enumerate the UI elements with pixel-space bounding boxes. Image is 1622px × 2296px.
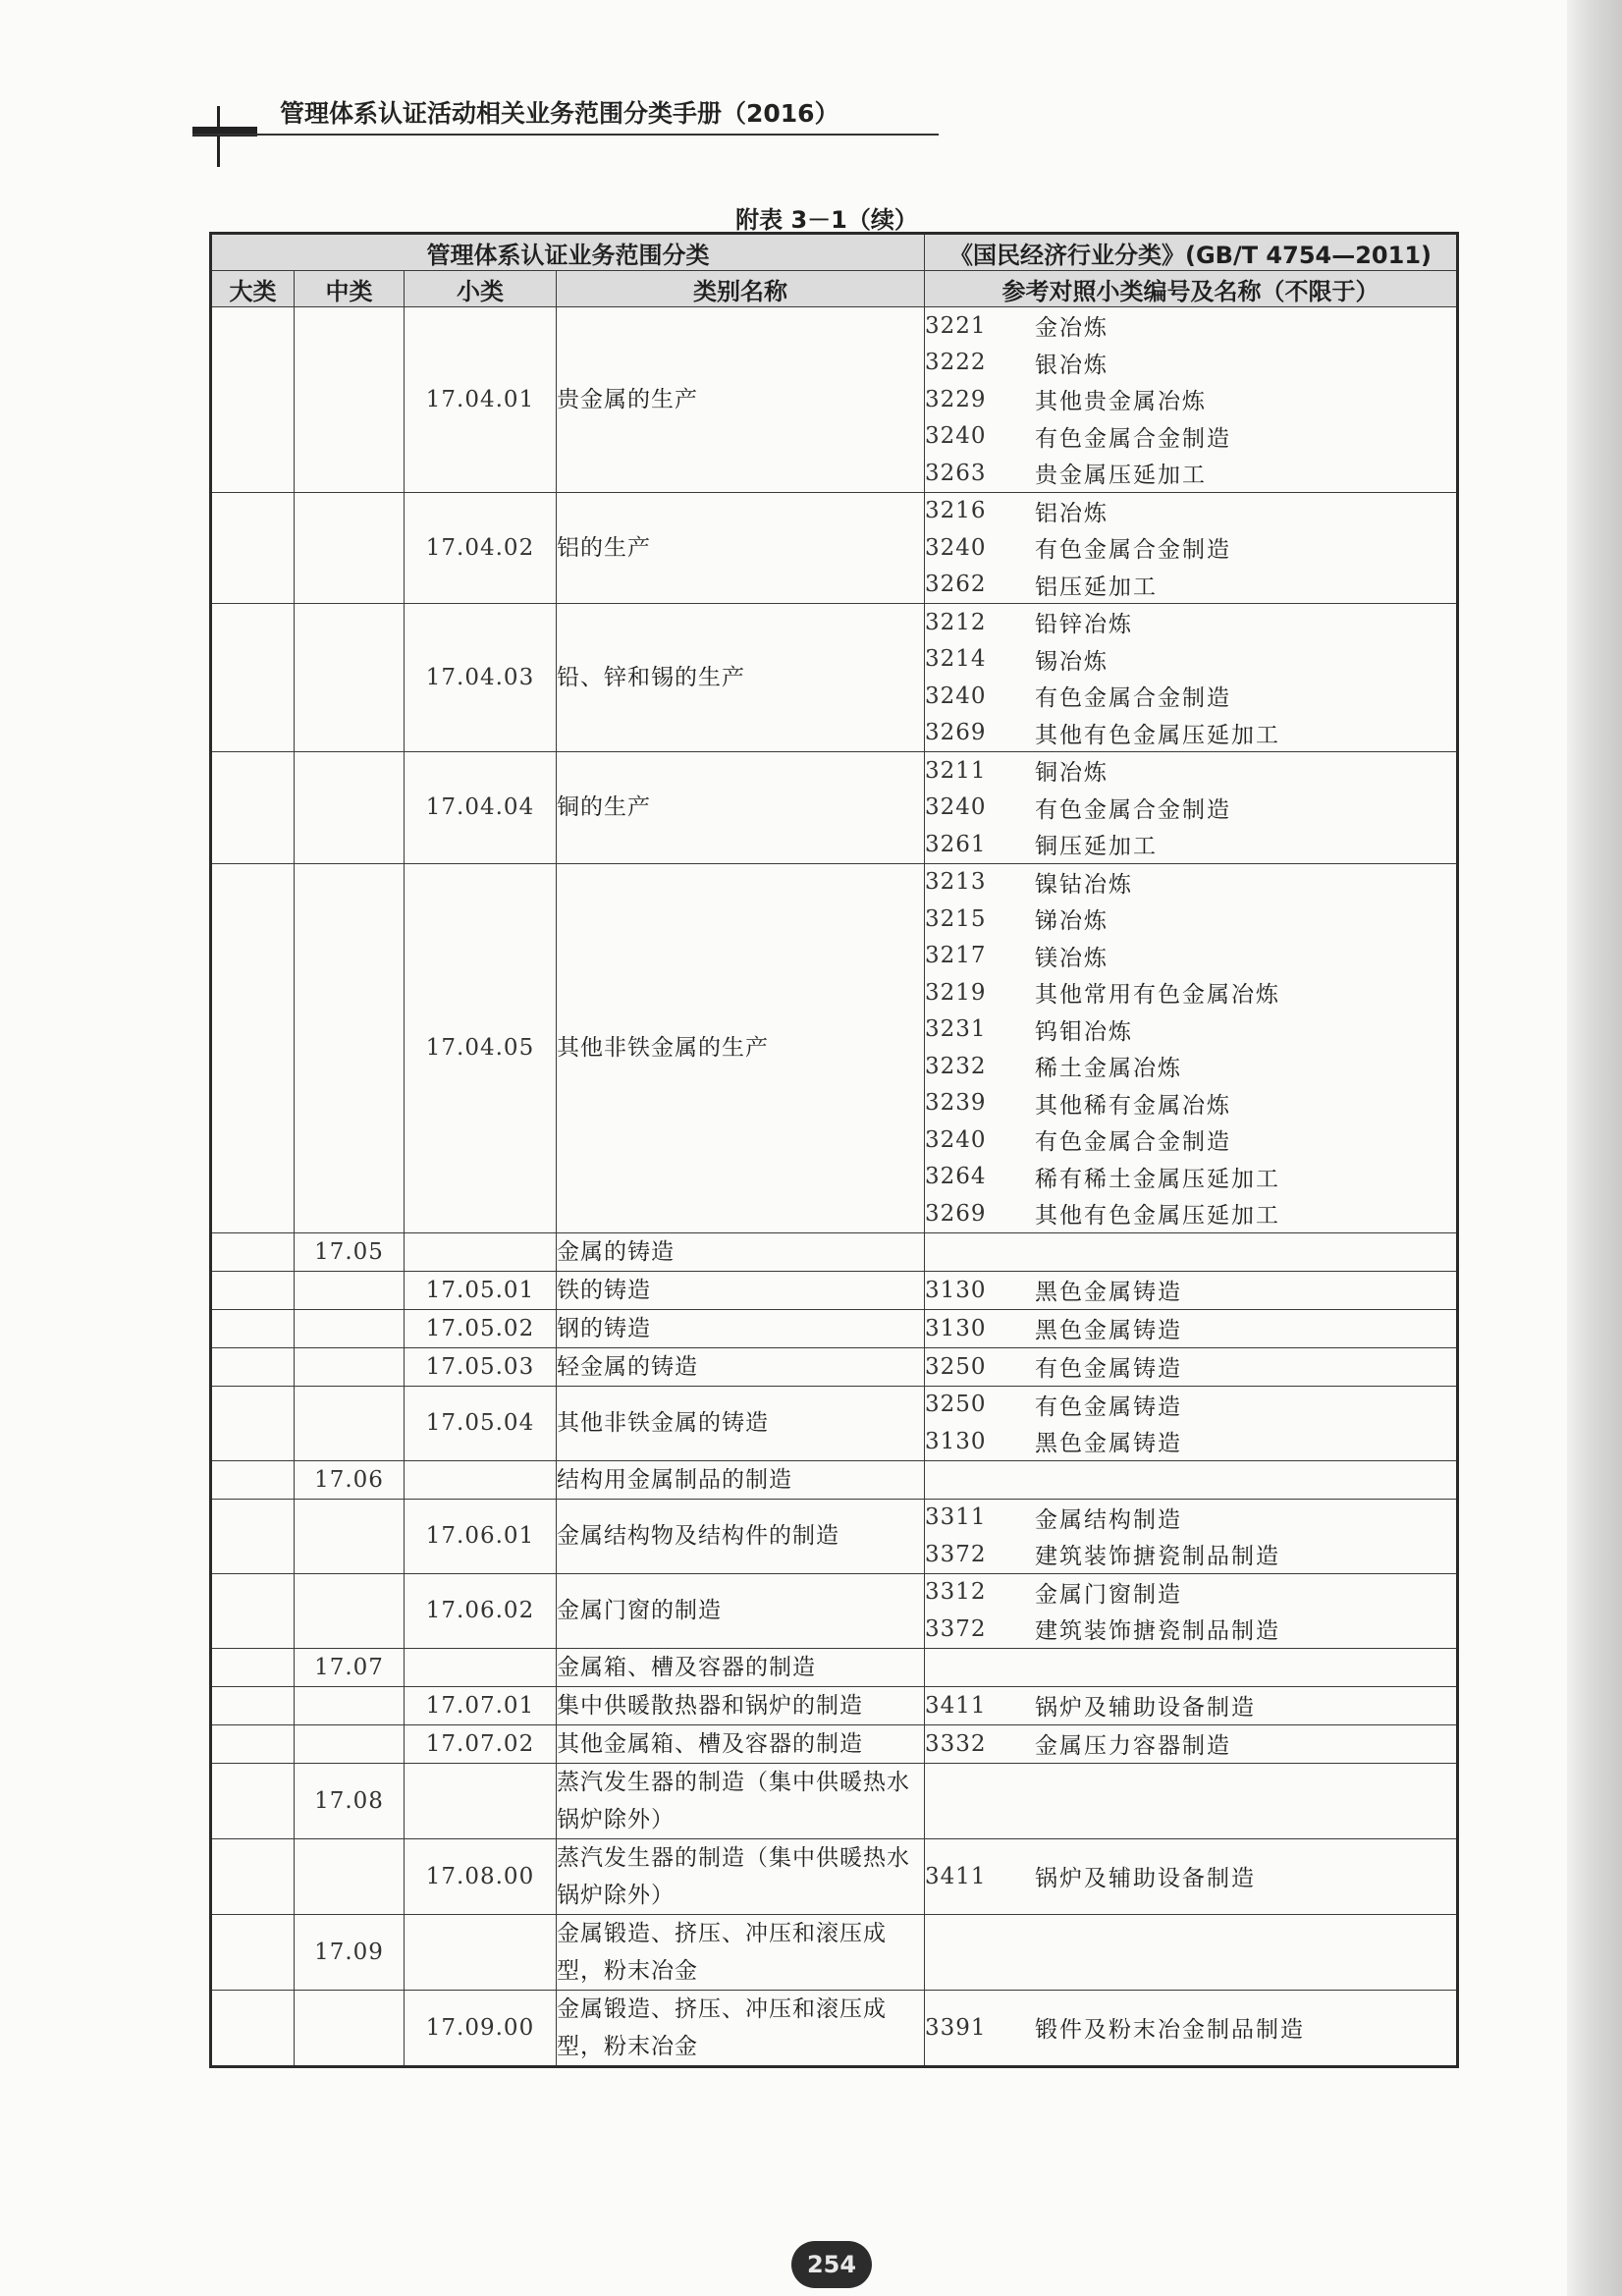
cell-minor (405, 1460, 557, 1499)
ref-name: 其他稀有金属冶炼 (1035, 1092, 1231, 1119)
ref-code: 3411 (925, 1863, 987, 1889)
ref-code: 3130 (925, 1428, 987, 1454)
ref-code: 3231 (925, 1016, 987, 1043)
cell-reference (925, 1838, 1458, 1914)
table-row (211, 1990, 1458, 2066)
cell-middle (295, 1724, 405, 1763)
cell-reference (925, 1648, 1458, 1686)
cell-major (211, 1914, 295, 1990)
header-group-right: 《国民经济行业分类》(GB/T 4754—2011) (925, 234, 1458, 271)
ref-code: 3411 (925, 1692, 987, 1719)
cell-category-name: 铜的生产 (557, 752, 925, 864)
ref-line (925, 567, 1456, 604)
ref-code: 3269 (925, 1200, 987, 1227)
cell-middle: 17.07 (295, 1648, 405, 1686)
cell-category-name: 结构用金属制品的制造 (557, 1460, 925, 1499)
ref-name: 锅炉及辅助设备制造 (1035, 1866, 1256, 1891)
table-row (211, 1499, 1458, 1573)
ref-name: 有色金属合金制造 (1035, 796, 1231, 823)
table-row (211, 307, 1458, 493)
cell-category-name: 其他金属箱、槽及容器的制造 (557, 1724, 925, 1763)
table-row (211, 1724, 1458, 1763)
cell-middle (295, 863, 405, 1232)
ref-line (925, 1387, 1456, 1424)
ref-line (925, 678, 1456, 715)
cell-reference (925, 752, 1458, 864)
cell-category-name: 蒸汽发生器的制造（集中供暖热水锅炉除外） (557, 1763, 925, 1838)
ref-code: 3250 (925, 1353, 987, 1380)
header-row-group (211, 234, 1458, 271)
header-ref: 参考对照小类编号及名称（不限于） (925, 271, 1458, 307)
cell-category-name: 集中供暖散热器和锅炉的制造 (557, 1686, 925, 1724)
cell-minor: 17.05.01 (405, 1271, 557, 1309)
cell-category-name: 铝的生产 (557, 492, 925, 604)
page-edge (1567, 0, 1622, 2296)
cell-minor: 17.04.04 (405, 752, 557, 864)
cell-minor (405, 1232, 557, 1271)
ref-line (925, 826, 1456, 863)
cell-reference (925, 1724, 1458, 1763)
ref-code: 3372 (925, 1541, 987, 1567)
cell-major (211, 863, 295, 1232)
running-head: 管理体系认证活动相关业务范围分类手册（2016） (280, 99, 839, 128)
ref-name: 有色金属合金制造 (1035, 1129, 1231, 1156)
table-row (211, 1309, 1458, 1347)
cell-major (211, 1271, 295, 1309)
header-rule-vertical (217, 106, 220, 167)
ref-code: 3332 (925, 1730, 987, 1757)
ref-code: 3229 (925, 386, 987, 412)
cell-middle (295, 1499, 405, 1573)
ref-line (925, 1860, 1456, 1892)
ref-name: 有色金属合金制造 (1035, 425, 1231, 452)
ref-line (925, 1274, 1456, 1306)
ref-code: 3269 (925, 720, 987, 746)
cell-major (211, 752, 295, 864)
table-row (211, 604, 1458, 752)
cell-middle (295, 1271, 405, 1309)
ref-code: 3213 (925, 869, 987, 896)
cell-reference (925, 1499, 1458, 1573)
cell-reference (925, 1271, 1458, 1309)
cell-reference (925, 863, 1458, 1232)
ref-code: 3240 (925, 683, 987, 709)
ref-line (925, 307, 1456, 345)
ref-code: 3215 (925, 905, 987, 932)
header-group-left: 管理体系认证业务范围分类 (211, 234, 925, 271)
table-caption-wrap (0, 200, 1622, 235)
ref-code: 3372 (925, 1615, 987, 1642)
header-minor: 小类 (405, 271, 557, 307)
cell-major (211, 1724, 295, 1763)
header-name: 类别名称 (557, 271, 925, 307)
cell-middle (295, 1347, 405, 1386)
ref-code: 3217 (925, 943, 987, 969)
ref-code: 3222 (925, 350, 987, 376)
ref-name: 金属结构制造 (1035, 1506, 1182, 1533)
cell-minor: 17.08.00 (405, 1838, 557, 1914)
cell-middle (295, 492, 405, 604)
cell-category-name: 金属结构物及结构件的制造 (557, 1499, 925, 1573)
cell-reference (925, 1573, 1458, 1648)
cell-middle (295, 1573, 405, 1648)
ref-name: 稀有稀土金属压延加工 (1035, 1166, 1280, 1192)
table-body (211, 307, 1458, 2067)
ref-name: 其他有色金属压延加工 (1035, 1203, 1280, 1230)
ref-line (925, 1312, 1456, 1344)
cell-category-name: 金属门窗的制造 (557, 1573, 925, 1648)
cell-category-name: 其他非铁金属的生产 (557, 863, 925, 1232)
ref-line (925, 381, 1456, 418)
ref-code: 3239 (925, 1090, 987, 1117)
cell-minor: 17.05.02 (405, 1309, 557, 1347)
cell-middle (295, 604, 405, 752)
table-row (211, 752, 1458, 864)
table-row (211, 1838, 1458, 1914)
ref-code: 3211 (925, 757, 987, 784)
cell-major (211, 307, 295, 493)
cell-reference (925, 492, 1458, 604)
cell-category-name: 贵金属的生产 (557, 307, 925, 493)
ref-line (925, 715, 1456, 752)
cell-reference (925, 1686, 1458, 1724)
ref-line (925, 529, 1456, 567)
ref-line (925, 1727, 1456, 1760)
table-row (211, 1460, 1458, 1499)
ref-line (925, 493, 1456, 530)
ref-name: 黑色金属铸造 (1035, 1318, 1182, 1343)
cell-reference (925, 1309, 1458, 1347)
ref-name: 钨钼冶炼 (1035, 1018, 1133, 1045)
table-row (211, 1232, 1458, 1271)
ref-code: 3232 (925, 1053, 987, 1079)
ref-name: 其他贵金属冶炼 (1035, 389, 1207, 415)
ref-line (925, 938, 1456, 975)
cell-category-name: 铅、锌和锡的生产 (557, 604, 925, 752)
table-row (211, 492, 1458, 604)
ref-code: 3312 (925, 1579, 987, 1606)
header-rule (192, 134, 939, 136)
cell-reference (925, 1386, 1458, 1460)
ref-code: 3250 (925, 1392, 987, 1418)
ref-line (925, 455, 1456, 492)
ref-code: 3240 (925, 1126, 987, 1153)
ref-name: 金冶炼 (1035, 315, 1108, 342)
ref-name: 铜冶炼 (1035, 760, 1108, 787)
cell-reference (925, 1763, 1458, 1838)
ref-line (925, 1574, 1456, 1612)
ref-line (925, 1195, 1456, 1232)
table-caption: 附表 3－1（续） (735, 206, 918, 234)
cell-minor: 17.05.04 (405, 1386, 557, 1460)
ref-name: 铝冶炼 (1035, 500, 1108, 526)
cell-category-name: 铁的铸造 (557, 1271, 925, 1309)
cell-major (211, 1686, 295, 1724)
cell-major (211, 1309, 295, 1347)
cell-reference (925, 1232, 1458, 1271)
cell-minor: 17.04.03 (405, 604, 557, 752)
page-number: 254 (791, 2241, 872, 2288)
ref-name: 铅锌冶炼 (1035, 612, 1133, 638)
ref-code: 3130 (925, 1315, 987, 1341)
ref-line (925, 604, 1456, 641)
ref-name: 有色金属合金制造 (1035, 685, 1231, 712)
ref-line (925, 1423, 1456, 1460)
ref-code: 3212 (925, 609, 987, 635)
ref-code: 3264 (925, 1164, 987, 1190)
ref-line (925, 1048, 1456, 1085)
table-row (211, 1386, 1458, 1460)
ref-name: 有色金属铸造 (1035, 1356, 1182, 1382)
cell-category-name: 轻金属的铸造 (557, 1347, 925, 1386)
table-row (211, 1763, 1458, 1838)
ref-code: 3221 (925, 312, 987, 339)
ref-code: 3216 (925, 498, 987, 524)
ref-line (925, 641, 1456, 679)
ref-line (925, 901, 1456, 938)
classification-table (209, 232, 1459, 2068)
header-middle: 中类 (295, 271, 405, 307)
table-row (211, 1271, 1458, 1309)
ref-name: 铜压延加工 (1035, 834, 1158, 860)
ref-name: 镁冶炼 (1035, 945, 1108, 971)
cell-middle (295, 1686, 405, 1724)
ref-line (925, 864, 1456, 902)
cell-middle (295, 1309, 405, 1347)
ref-name: 镍钴冶炼 (1035, 871, 1133, 898)
ref-name: 有色金属合金制造 (1035, 537, 1231, 564)
cell-major (211, 1347, 295, 1386)
ref-line (925, 790, 1456, 827)
ref-name: 贵金属压延加工 (1035, 463, 1207, 489)
table-row (211, 1686, 1458, 1724)
ref-code: 3240 (925, 794, 987, 821)
cell-category-name: 蒸汽发生器的制造（集中供暖热水锅炉除外） (557, 1838, 925, 1914)
ref-name: 黑色金属铸造 (1035, 1431, 1182, 1457)
ref-code: 3261 (925, 831, 987, 857)
cell-major (211, 1386, 295, 1460)
ref-name: 黑色金属铸造 (1035, 1280, 1182, 1305)
cell-reference (925, 604, 1458, 752)
cell-middle (295, 752, 405, 864)
table-row (211, 1648, 1458, 1686)
cell-middle (295, 307, 405, 493)
cell-major (211, 1499, 295, 1573)
ref-line (925, 1085, 1456, 1122)
cell-middle: 17.08 (295, 1763, 405, 1838)
table-container (209, 232, 1459, 2068)
table-row (211, 1573, 1458, 1648)
cell-minor: 17.04.05 (405, 863, 557, 1232)
ref-code: 3214 (925, 646, 987, 673)
ref-line (925, 974, 1456, 1011)
ref-line (925, 1011, 1456, 1049)
cell-minor: 17.07.02 (405, 1724, 557, 1763)
cell-major (211, 1990, 295, 2066)
ref-line (925, 2011, 1456, 2044)
ref-name: 稀土金属冶炼 (1035, 1056, 1182, 1082)
header-row-columns (211, 271, 1458, 307)
ref-name: 锅炉及辅助设备制造 (1035, 1695, 1256, 1721)
ref-name: 建筑装饰搪瓷制品制造 (1035, 1544, 1280, 1570)
cell-major (211, 604, 295, 752)
header-major: 大类 (211, 271, 295, 307)
ref-line (925, 752, 1456, 790)
table-row (211, 863, 1458, 1232)
cell-major (211, 1763, 295, 1838)
cell-category-name: 金属锻造、挤压、冲压和滚压成型，粉末冶金 (557, 1990, 925, 2066)
cell-major (211, 1838, 295, 1914)
cell-major (211, 1460, 295, 1499)
table-row (211, 1914, 1458, 1990)
ref-code: 3130 (925, 1277, 987, 1303)
cell-middle: 17.09 (295, 1914, 405, 1990)
cell-category-name: 金属箱、槽及容器的制造 (557, 1648, 925, 1686)
ref-line (925, 345, 1456, 382)
ref-name: 建筑装饰搪瓷制品制造 (1035, 1618, 1280, 1645)
cell-reference (925, 1990, 1458, 2066)
cell-middle: 17.05 (295, 1232, 405, 1271)
cell-minor: 17.09.00 (405, 1990, 557, 2066)
cell-minor: 17.06.02 (405, 1573, 557, 1648)
ref-line (925, 1350, 1456, 1383)
ref-code: 3391 (925, 2014, 987, 2041)
ref-line (925, 1536, 1456, 1573)
cell-major (211, 1648, 295, 1686)
cell-category-name: 钢的铸造 (557, 1309, 925, 1347)
cell-reference (925, 1914, 1458, 1990)
ref-line (925, 1159, 1456, 1196)
cell-category-name: 其他非铁金属的铸造 (557, 1386, 925, 1460)
cell-minor: 17.07.01 (405, 1686, 557, 1724)
ref-name: 锑冶炼 (1035, 908, 1108, 935)
ref-line (925, 1500, 1456, 1537)
ref-name: 金属门窗制造 (1035, 1581, 1182, 1608)
cell-major (211, 1232, 295, 1271)
ref-name: 锡冶炼 (1035, 648, 1108, 675)
cell-minor (405, 1914, 557, 1990)
ref-name: 其他常用有色金属冶炼 (1035, 982, 1280, 1009)
ref-name: 有色金属铸造 (1035, 1394, 1182, 1420)
cell-minor: 17.04.01 (405, 307, 557, 493)
ref-name: 金属压力容器制造 (1035, 1733, 1231, 1759)
ref-line (925, 1611, 1456, 1648)
ref-name: 锻件及粉末冶金制品制造 (1035, 2017, 1305, 2043)
cell-middle (295, 1990, 405, 2066)
cell-category-name: 金属锻造、挤压、冲压和滚压成型，粉末冶金 (557, 1914, 925, 1990)
cell-minor: 17.05.03 (405, 1347, 557, 1386)
cell-middle (295, 1386, 405, 1460)
ref-code: 3219 (925, 979, 987, 1006)
ref-code: 3262 (925, 572, 987, 598)
ref-name: 铝压延加工 (1035, 574, 1158, 600)
table-row (211, 1347, 1458, 1386)
ref-line (925, 1689, 1456, 1722)
ref-code: 3240 (925, 423, 987, 450)
cell-minor: 17.04.02 (405, 492, 557, 604)
ref-line (925, 1121, 1456, 1159)
cell-minor (405, 1763, 557, 1838)
cell-middle (295, 1838, 405, 1914)
ref-code: 3311 (925, 1504, 987, 1531)
ref-name: 其他有色金属压延加工 (1035, 722, 1280, 748)
cell-category-name: 金属的铸造 (557, 1232, 925, 1271)
ref-code: 3263 (925, 460, 987, 486)
ref-name: 银冶炼 (1035, 352, 1108, 378)
cell-reference (925, 1347, 1458, 1386)
cell-reference (925, 1460, 1458, 1499)
cell-middle: 17.06 (295, 1460, 405, 1499)
cell-major (211, 1573, 295, 1648)
cell-minor: 17.06.01 (405, 1499, 557, 1573)
ref-code: 3240 (925, 534, 987, 561)
cell-major (211, 492, 295, 604)
cell-minor (405, 1648, 557, 1686)
ref-line (925, 418, 1456, 456)
cell-reference (925, 307, 1458, 493)
